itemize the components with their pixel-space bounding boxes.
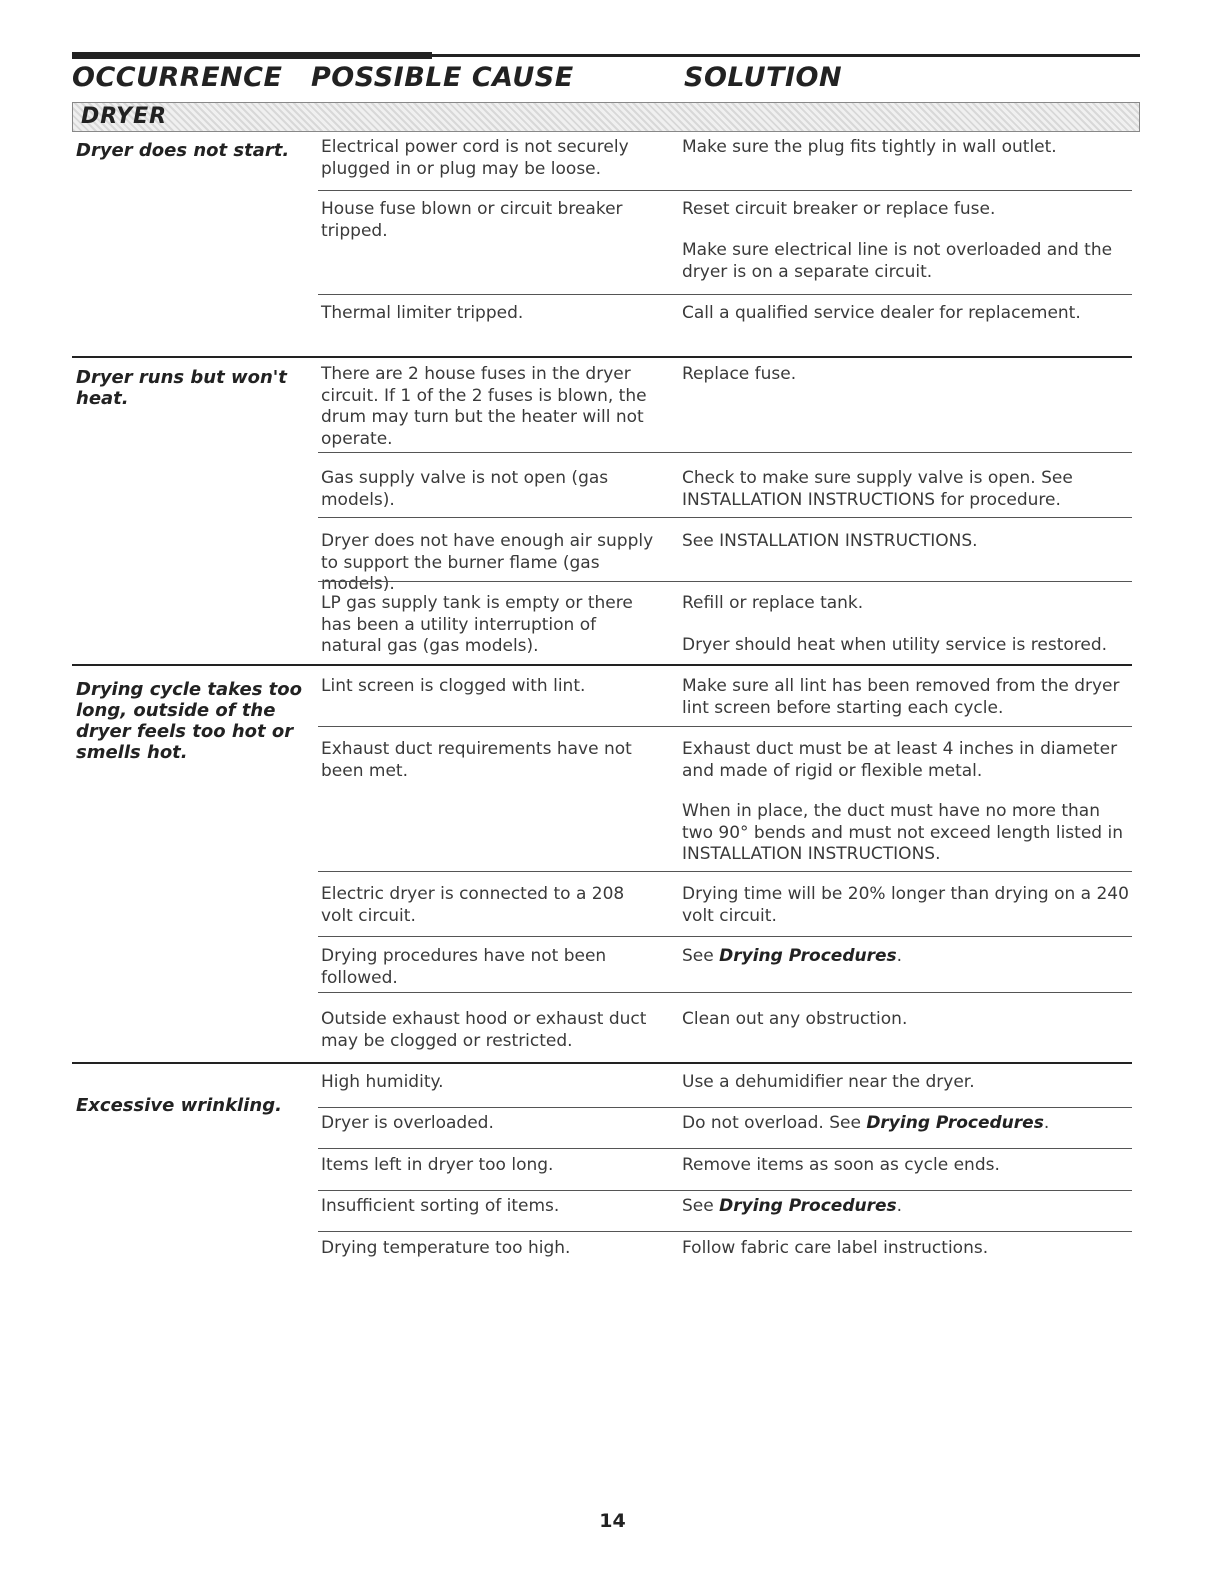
row-divider [318,726,1132,727]
solution-cell: See INSTALLATION INSTRUCTIONS. [682,531,978,551]
drying-procedures-reference: Drying Procedures [866,1113,1044,1133]
occurrence-divider [72,356,1132,358]
section-title: DRYER [81,104,168,129]
row-divider [318,190,1132,191]
row-divider [318,1231,1132,1232]
cause-cell: Thermal limiter tripped. [321,303,524,323]
solution-cell: Follow fabric care label instructions. [682,1238,989,1258]
page-number: 14 [599,1510,626,1532]
cause-cell: Lint screen is clogged with lint. [321,676,586,696]
solution-cell: Refill or replace tank. [682,593,864,613]
drying-procedures-reference: Drying Procedures [719,1196,897,1216]
column-title-occurrence: OCCURRENCE [72,62,283,93]
column-title-possible-cause: POSSIBLE CAUSE [311,62,574,93]
solution-text: . [896,1196,903,1216]
solution-cell: Make sure the plug fits tightly in wall outlet. [682,137,1057,157]
cause-cell: Dryer is overloaded. [321,1113,494,1133]
row-divider [318,1148,1132,1149]
occurrence-divider [72,1062,1132,1064]
solution-cell: Replace fuse. [682,364,797,384]
row-divider [318,452,1132,453]
solution-text: Do not overload. See [682,1113,861,1133]
cause-cell: LP gas supply tank is empty or there has been a utility interruption of natural gas (gas models). [321,593,633,656]
solution-cell: Call a qualified service dealer for replacement. [682,303,1081,323]
cause-cell: Gas supply valve is not open (gas models). [321,468,609,510]
occurrence-long-cycle: Drying cycle takes too long, outside of the dryer feels too hot or smells hot. [76,679,303,763]
cause-cell: Electrical power cord is not securely plugged in or plug may be loose. [321,137,629,179]
row-divider [318,517,1132,518]
occurrence-no-heat: Dryer runs but won't heat. [76,367,287,409]
solution-cell: Reset circuit breaker or replace fuse. [682,199,996,219]
solution-cell: Remove items as soon as cycle ends. [682,1155,1000,1175]
row-divider [318,294,1132,295]
solution-cell: Dryer should heat when utility service is restored. [682,635,1108,655]
solution-cell: Make sure all lint has been removed from the dryer lint screen before starting each cycle. [682,676,1120,718]
row-divider [318,871,1132,872]
header-rule-accent [72,52,432,59]
occurrence-does-not-start: Dryer does not start. [76,140,290,161]
cause-cell: High humidity. [321,1072,444,1092]
cause-cell: Insufficient sorting of items. [321,1196,560,1216]
solution-cell [682,1196,1132,1218]
solution-text: . [896,946,903,966]
occurrence-divider [72,664,1132,666]
row-divider [318,1107,1132,1108]
solution-cell [682,1113,1132,1135]
cause-cell: Electric dryer is connected to a 208 volt circuit. [321,884,625,926]
solution-cell: Clean out any obstruction. [682,1009,908,1029]
cause-cell: Drying procedures have not been followed. [321,946,607,988]
cause-cell: Outside exhaust hood or exhaust duct may be clogged or restricted. [321,1009,647,1051]
cause-cell: House fuse blown or circuit breaker tripped. [321,199,623,241]
cause-cell: Items left in dryer too long. [321,1155,554,1175]
solution-cell: Exhaust duct must be at least 4 inches in diameter and made of rigid or flexible metal. [682,739,1118,781]
row-divider [318,936,1132,937]
drying-procedures-reference: Drying Procedures [719,946,897,966]
solution-cell: When in place, the duct must have no more than two 90° bends and must not exceed length listed in INSTALLATION INSTRUCTIONS. [682,801,1123,864]
column-title-solution: SOLUTION [684,62,843,93]
solution-cell: Make sure electrical line is not overloaded and the dryer is on a separate circuit. [682,240,1113,282]
solution-cell: Drying time will be 20% longer than drying on a 240 volt circuit. [682,884,1129,926]
section-band-dryer [72,102,1140,132]
row-divider [318,1190,1132,1191]
solution-text: . [1043,1113,1050,1133]
cause-cell: Dryer does not have enough air supply to support the burner flame (gas models). [321,531,654,594]
solution-text: See [682,946,714,966]
cause-cell: Exhaust duct requirements have not been met. [321,739,632,781]
solution-cell [682,946,1132,968]
solution-cell: Use a dehumidifier near the dryer. [682,1072,975,1092]
row-divider [318,992,1132,993]
row-divider [318,581,1132,582]
cause-cell: There are 2 house fuses in the dryer circuit. If 1 of the 2 fuses is blown, the drum may turn but the heater will not operate. [321,364,647,449]
solution-cell: Check to make sure supply valve is open. See INSTALLATION INSTRUCTIONS for procedure. [682,468,1073,510]
cause-cell: Drying temperature too high. [321,1238,571,1258]
occurrence-wrinkling: Excessive wrinkling. [76,1095,282,1116]
solution-text: See [682,1196,714,1216]
